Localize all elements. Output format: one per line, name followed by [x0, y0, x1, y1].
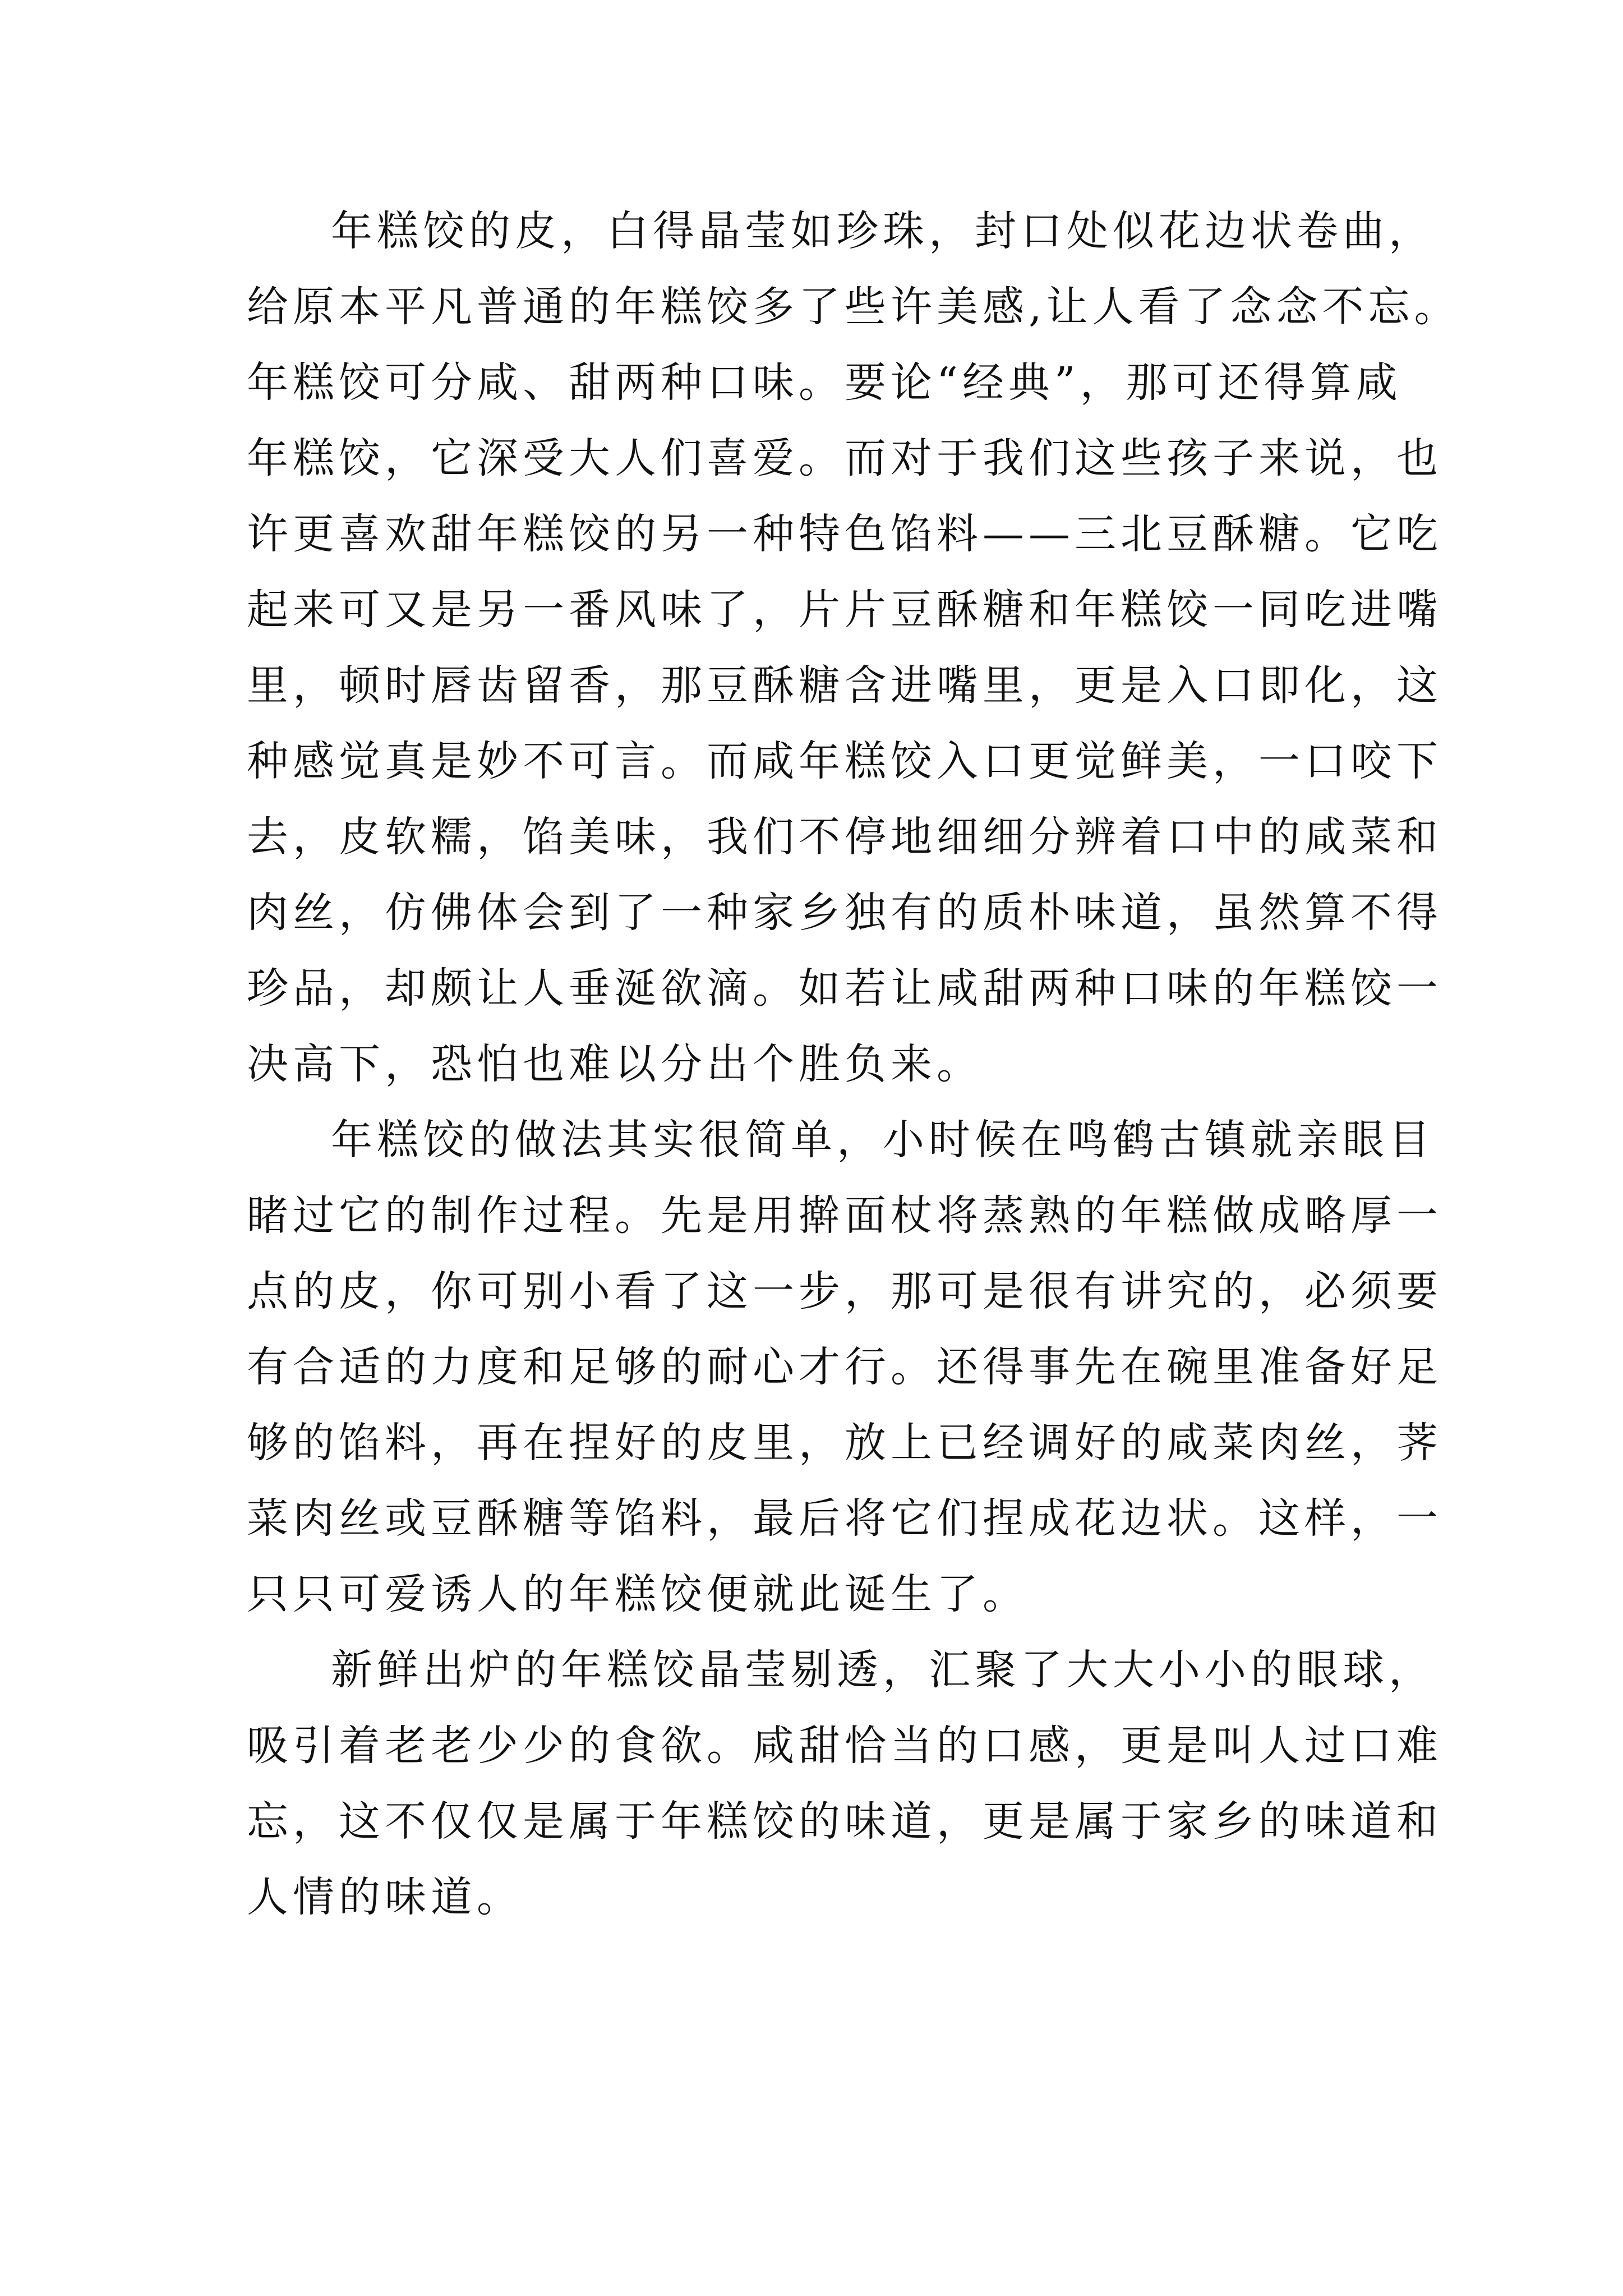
text-line: 起来可又是另一番风味了，片片豆酥糖和年糕饺一同吃进嘴: [247, 586, 1442, 634]
text-line: 去，皮软糯，馅美味，我们不停地细细分辨着口中的咸菜和: [247, 813, 1442, 861]
text-line: 人情的味道。: [247, 1873, 523, 1921]
text-line: 只只可爱诱人的年糕饺便就此诞生了。: [247, 1570, 1029, 1618]
text-line: 新鲜出炉的年糕饺晶莹剔透，汇聚了大大小小的眼球，: [331, 1646, 1435, 1694]
text-line: 睹过它的制作过程。先是用擀面杖将蒸熟的年糕做成略厚一: [247, 1191, 1442, 1240]
paragraph: [247, 1632, 1442, 1935]
text-line: 种感觉真是妙不可言。而咸年糕饺入口更觉鲜美，一口咬下: [247, 737, 1442, 785]
text-line: 有合适的力度和足够的耐心才行。还得事先在碗里准备好足: [247, 1343, 1442, 1391]
text-line: 珍品，却颇让人垂涎欲滴。如若让咸甜两种口味的年糕饺一: [247, 964, 1442, 1013]
text-line: 决高下，恐怕也难以分出个胜负来。: [247, 1040, 983, 1088]
text-line: 里，顿时唇齿留香，那豆酥糖含进嘴里，更是入口即化，这: [247, 661, 1442, 710]
text-line: 点的皮，你可别小看了这一步，那可是很有讲究的，必须要: [247, 1267, 1442, 1315]
paragraph: [247, 194, 1460, 1102]
text-line: 年糕饺的做法其实很简单，小时候在鸣鹤古镇就亲眼目: [331, 1116, 1435, 1164]
text-line: 菜肉丝或豆酥糖等馅料，最后将它们捏成花边状。这样，一: [247, 1494, 1442, 1543]
text-line: 忘，这不仅仅是属于年糕饺的味道，更是属于家乡的味道和: [247, 1797, 1442, 1846]
text-line: 肉丝，仿佛体会到了一种家乡独有的质朴味道，虽然算不得: [247, 889, 1442, 937]
text-line: 够的馅料，再在捏好的皮里，放上已经调好的咸菜肉丝，荠: [247, 1419, 1442, 1467]
text-line: 年糕饺，它深受大人们喜爱。而对于我们这些孩子来说，也: [247, 434, 1442, 482]
text-line: 吸引着老老少少的食欲。咸甜恰当的口感，更是叫人过口难: [247, 1722, 1442, 1770]
text-line: 给原本平凡普通的年糕饺多了些许美感,让人看了念念不忘。: [247, 283, 1460, 331]
text-line: 年糕饺可分咸、甜两种口味。要论“经典”，那可还得算咸: [247, 358, 1402, 407]
article-body: [247, 194, 1460, 1935]
text-line: 年糕饺的皮，白得晶莹如珍珠，封口处似花边状卷曲，: [331, 207, 1435, 255]
paragraph: [247, 1102, 1442, 1632]
text-line: 许更喜欢甜年糕饺的另一种特色馅料——三北豆酥糖。它吃: [247, 510, 1442, 558]
